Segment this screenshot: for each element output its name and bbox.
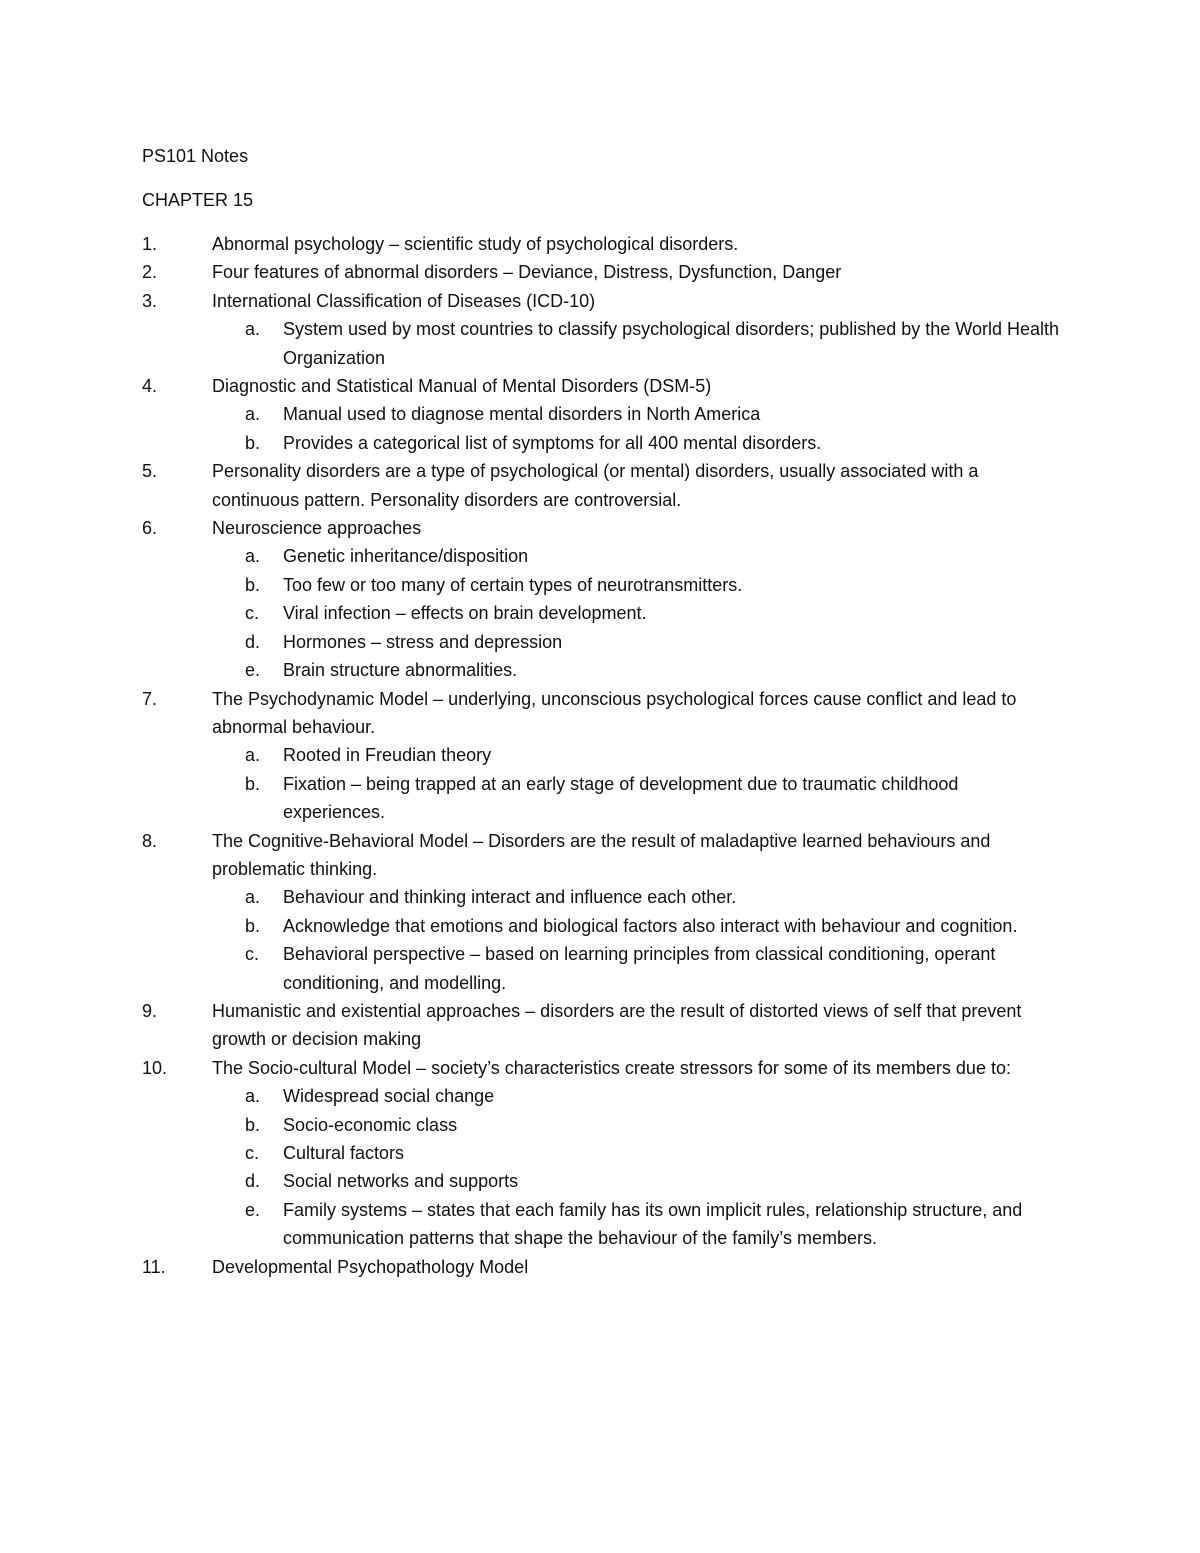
sub-item	[212, 400, 1062, 428]
item-number: 6.	[142, 518, 158, 539]
item-text: The Psychodynamic Model – underlying, unconscious psychological forces cause conflict and lead to abnormal behaviour.	[212, 688, 1017, 737]
sub-item-text: Acknowledge that emotions and biological factors also interact with behaviour and cognition.	[283, 915, 1018, 936]
sub-item-text: Provides a categorical list of symptoms for all 400 mental disorders.	[283, 432, 822, 453]
sub-item-letter: a.	[245, 404, 261, 425]
sub-list	[212, 1082, 1062, 1252]
sub-item-text: System used by most countries to classify psychological disorders; published by the World Health Organization	[283, 319, 1060, 368]
note-item	[142, 685, 1062, 827]
item-number: 10.	[142, 1057, 168, 1078]
sub-item	[212, 770, 1062, 827]
item-text: Developmental Psychopathology Model	[212, 1256, 529, 1277]
item-number: 8.	[142, 830, 158, 851]
sub-item	[212, 1082, 1062, 1110]
sub-item-letter: a.	[245, 546, 261, 567]
item-text: Humanistic and existential approaches – disorders are the result of distorted views of self that prevent growth or decision making	[212, 1000, 1022, 1050]
sub-item-text: Social networks and supports	[283, 1171, 519, 1192]
sub-item-letter: c.	[245, 944, 260, 965]
item-text: Diagnostic and Statistical Manual of Mental Disorders (DSM-5)	[212, 376, 712, 397]
sub-item-text: Too few or too many of certain types of neurotransmitters.	[283, 574, 743, 595]
chapter-heading: CHAPTER 15	[142, 190, 254, 210]
sub-item	[212, 1111, 1062, 1139]
sub-item	[212, 912, 1062, 940]
sub-item-text: Rooted in Freudian theory	[283, 745, 492, 766]
sub-list	[212, 315, 1062, 372]
item-text: The Cognitive-Behavioral Model – Disorders are the result of maladaptive learned behaviours and problematic thinking.	[212, 830, 991, 879]
sub-item	[212, 599, 1062, 627]
item-text: Neuroscience approaches	[212, 518, 422, 539]
item-number: 1.	[142, 234, 158, 254]
sub-item-letter: b.	[245, 915, 261, 936]
note-item	[142, 514, 1062, 684]
item-text: Abnormal psychology – scientific study of psychological disorders.	[212, 234, 739, 254]
sub-item-letter: a.	[245, 1086, 261, 1107]
sub-list	[212, 883, 1062, 997]
sub-item-text: Socio-economic class	[283, 1114, 458, 1135]
sub-item-text: Behavioral perspective – based on learning principles from classical conditioning, operant conditioning, and modelling.	[283, 944, 996, 993]
sub-item	[212, 1196, 1062, 1253]
sub-item-letter: d.	[245, 1171, 261, 1192]
sub-item	[212, 883, 1062, 911]
sub-item-text: Cultural factors	[283, 1143, 405, 1163]
note-item	[142, 372, 1062, 457]
note-item	[142, 457, 1062, 514]
item-number: 11.	[142, 1256, 166, 1277]
sub-item-letter: a.	[245, 319, 261, 340]
item-number: 4.	[142, 376, 158, 397]
note-item	[142, 997, 1062, 1054]
sub-item-letter: c.	[245, 603, 260, 624]
sub-item-letter: a.	[245, 745, 261, 766]
item-text: International Classification of Diseases (ICD-10)	[212, 290, 596, 311]
note-item	[142, 287, 1062, 372]
sub-item-text: Family systems – states that each family has its own implicit rules, relationship structure, and communication patterns that shape the behaviour of the family’s members.	[283, 1199, 1023, 1249]
notes-list	[142, 230, 1062, 1281]
sub-item-text: Widespread social change	[283, 1086, 495, 1107]
item-text: The Socio-cultural Model – society’s characteristics create stressors for some of its members due to:	[212, 1057, 1011, 1078]
sub-item-letter: c.	[245, 1143, 260, 1163]
sub-item	[212, 542, 1062, 570]
document-title: PS101 Notes	[142, 146, 249, 166]
sub-item-letter: b.	[245, 1114, 261, 1135]
sub-list	[212, 542, 1062, 684]
sub-item	[212, 429, 1062, 457]
sub-item-text: Hormones – stress and depression	[283, 631, 563, 652]
sub-item	[212, 656, 1062, 684]
note-item	[142, 1054, 1062, 1253]
item-number: 5.	[142, 461, 158, 482]
sub-item-letter: e.	[245, 1199, 261, 1220]
sub-item	[212, 571, 1062, 599]
sub-item	[212, 1167, 1062, 1195]
sub-item-text: Brain structure abnormalities.	[283, 660, 518, 681]
sub-item-letter: a.	[245, 887, 261, 908]
sub-item-letter: b.	[245, 773, 261, 794]
sub-item-text: Behaviour and thinking interact and influence each other.	[283, 887, 737, 908]
item-number: 3.	[142, 290, 158, 311]
sub-item-text: Manual used to diagnose mental disorders in North America	[283, 404, 761, 425]
sub-item	[212, 940, 1062, 997]
note-item	[142, 230, 1062, 258]
item-text: Four features of abnormal disorders – Deviance, Distress, Dysfunction, Danger	[212, 262, 842, 283]
sub-item-letter: e.	[245, 660, 261, 681]
sub-item-letter: d.	[245, 631, 261, 652]
sub-item	[212, 1139, 1062, 1167]
sub-item	[212, 628, 1062, 656]
sub-list	[212, 400, 1062, 457]
sub-item	[212, 315, 1062, 372]
note-item	[142, 1253, 1062, 1281]
sub-item-text: Genetic inheritance/disposition	[283, 546, 529, 567]
note-item	[142, 827, 1062, 997]
item-number: 2.	[142, 262, 158, 283]
sub-list	[212, 741, 1062, 826]
sub-item-text: Fixation – being trapped at an early stage of development due to traumatic childhood experiences.	[283, 773, 959, 823]
sub-item-letter: b.	[245, 574, 261, 595]
item-number: 9.	[142, 1000, 158, 1021]
item-number: 7.	[142, 688, 158, 709]
note-item	[142, 258, 1062, 286]
sub-item-letter: b.	[245, 432, 261, 453]
item-text: Personality disorders are a type of psychological (or mental) disorders, usually associated with a continuous pattern. Personality disorders are controversial.	[212, 461, 979, 510]
sub-item-text: Viral infection – effects on brain development.	[283, 603, 647, 624]
sub-item	[212, 741, 1062, 769]
